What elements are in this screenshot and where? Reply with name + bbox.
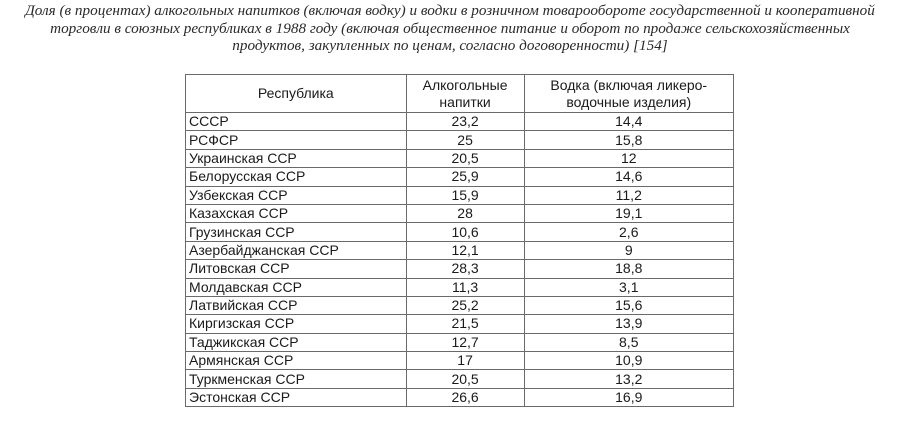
cell-alcohol: 25,9 xyxy=(406,168,524,186)
cell-vodka: 9 xyxy=(524,241,733,259)
cell-alcohol: 28,3 xyxy=(406,260,524,278)
cell-alcohol: 25 xyxy=(406,131,524,149)
table-row xyxy=(186,260,734,278)
header-republic xyxy=(186,75,407,113)
cell-republic: СССР xyxy=(186,113,407,131)
table-row xyxy=(186,333,734,351)
cell-republic: Грузинская ССР xyxy=(186,223,407,241)
cell-republic: Казахская ССР xyxy=(186,204,407,222)
table-row xyxy=(186,315,734,333)
table-row xyxy=(186,186,734,204)
header-republic-label: Республика xyxy=(257,85,334,101)
cell-alcohol: 12,1 xyxy=(406,241,524,259)
header-alcohol xyxy=(406,75,524,113)
table-row xyxy=(186,388,734,406)
cell-republic: Таджикская ССР xyxy=(186,333,407,351)
cell-vodka: 13,9 xyxy=(524,315,733,333)
table-row xyxy=(186,223,734,241)
table-row xyxy=(186,370,734,388)
cell-vodka: 2,6 xyxy=(524,223,733,241)
cell-republic: Молдавская ССР xyxy=(186,278,407,296)
cell-vodka: 14,4 xyxy=(524,113,733,131)
table-row xyxy=(186,113,734,131)
cell-vodka: 15,6 xyxy=(524,296,733,314)
cell-alcohol: 28 xyxy=(406,204,524,222)
table-row xyxy=(186,352,734,370)
cell-alcohol: 20,5 xyxy=(406,370,524,388)
cell-alcohol: 12,7 xyxy=(406,333,524,351)
header-vodka xyxy=(524,75,733,113)
table-body xyxy=(186,113,734,407)
table-row xyxy=(186,131,734,149)
table-header-row xyxy=(186,75,734,113)
cell-alcohol: 17 xyxy=(406,352,524,370)
cell-vodka: 14,6 xyxy=(524,168,733,186)
cell-alcohol: 25,2 xyxy=(406,296,524,314)
cell-republic: Армянская ССР xyxy=(186,352,407,370)
header-alcohol-line2: напитки xyxy=(439,93,491,110)
table-row xyxy=(186,168,734,186)
table-caption xyxy=(0,2,900,55)
cell-republic: Литовская ССР xyxy=(186,260,407,278)
cell-alcohol: 23,2 xyxy=(406,113,524,131)
cell-republic: Белорусская ССР xyxy=(186,168,407,186)
cell-vodka: 12 xyxy=(524,149,733,167)
cell-vodka: 13,2 xyxy=(524,370,733,388)
cell-republic: Туркменская ССР xyxy=(186,370,407,388)
header-alcohol-line1: Алкогольные xyxy=(422,76,508,93)
cell-republic: Киргизская ССР xyxy=(186,315,407,333)
cell-vodka: 15,8 xyxy=(524,131,733,149)
cell-republic: Латвийская ССР xyxy=(186,296,407,314)
cell-vodka: 8,5 xyxy=(524,333,733,351)
cell-alcohol: 26,6 xyxy=(406,388,524,406)
cell-republic: Азербайджанская ССР xyxy=(186,241,407,259)
cell-vodka: 19,1 xyxy=(524,204,733,222)
cell-republic: Эстонская ССР xyxy=(186,388,407,406)
table-row xyxy=(186,241,734,259)
cell-vodka: 10,9 xyxy=(524,352,733,370)
table-row xyxy=(186,296,734,314)
cell-alcohol: 21,5 xyxy=(406,315,524,333)
cell-alcohol: 11,3 xyxy=(406,278,524,296)
cell-republic: Украинская ССР xyxy=(186,149,407,167)
cell-alcohol: 20,5 xyxy=(406,149,524,167)
caption-line: торговли в союзных республиках в 1988 году (включая общественное питание и оборот по продаже сельскохозяйственных xyxy=(50,19,850,37)
cell-vodka: 16,9 xyxy=(524,388,733,406)
header-vodka-line1: Водка (включая ликеро- xyxy=(550,76,708,93)
cell-vodka: 18,8 xyxy=(524,260,733,278)
cell-vodka: 11,2 xyxy=(524,186,733,204)
cell-alcohol: 10,6 xyxy=(406,223,524,241)
caption-line: Доля (в процентах) алкогольных напитков (включая водку) и водки в розничном товарообороте государственной и кооперативной xyxy=(25,2,875,19)
table-row xyxy=(186,204,734,222)
table-row xyxy=(186,278,734,296)
cell-alcohol: 15,9 xyxy=(406,186,524,204)
table-row xyxy=(186,149,734,167)
cell-republic: Узбекская ССР xyxy=(186,186,407,204)
caption-line: продуктов, закупленных по ценам, согласно договоренности) [154] xyxy=(232,37,668,55)
alcohol-share-table xyxy=(185,74,734,407)
cell-republic: РСФСР xyxy=(186,131,407,149)
header-vodka-line2: водочные изделия) xyxy=(566,93,692,110)
cell-vodka: 3,1 xyxy=(524,278,733,296)
